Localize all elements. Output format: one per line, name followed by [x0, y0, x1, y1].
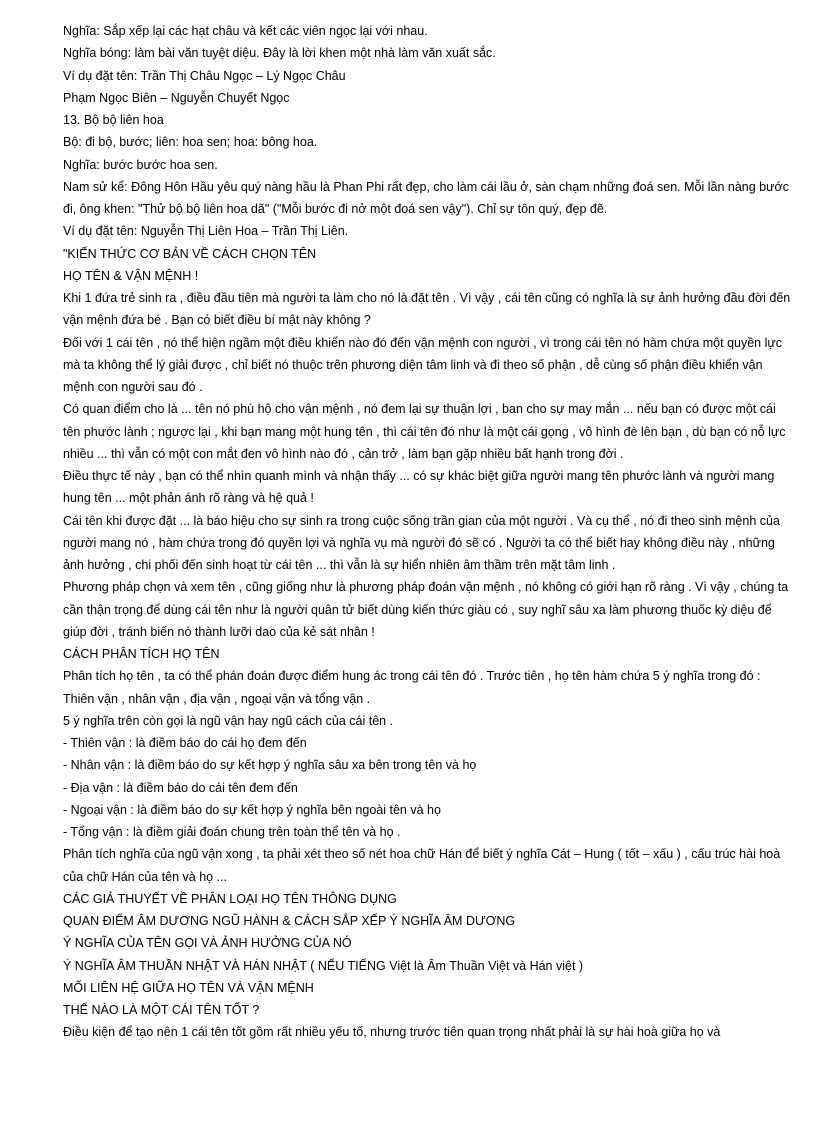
section-heading: Ý NGHĨA ÂM THUẦN NHẬT VÀ HÁN NHẬT ( NẾU TIẾNG Việt là Âm Thuần Việt và Hán việt ) [63, 958, 584, 973]
paragraph: 5 ý nghĩa trên còn gọi là ngũ vận hay ngũ cách của cái tên . [63, 713, 394, 728]
paragraph: Nghĩa: bước bước hoa sen. [63, 157, 218, 172]
paragraph: Ví dụ đặt tên: Nguyễn Thị Liên Hoa – Trần Thị Liên. [63, 224, 349, 239]
paragraph: Nghĩa bóng: làm bài văn tuyệt diệu. Đây là lời khen một nhà làm văn xuất sắc. [63, 46, 496, 61]
paragraph: Phân tích nghĩa của ngũ vận xong , ta phải xét theo số nét hoa chữ Hán để biết ý nghĩa Cát – Hung ( tốt – xấu ) , cấu trúc hài hoà của chữ Hán của tên và họ ... [63, 847, 781, 884]
section-heading: HỌ TÊN & VẬN MỆNH ! [63, 268, 199, 283]
paragraph: Đối với 1 cái tên , nó thể hiện ngầm một điều khiển nào đó đến vận mệnh con người , vì trong cái tên nó hàm chứa một quyền lực mà ta không thể lý giải được , chỉ biết nó thuộc trên phương diện tâm linh và đi theo số phận , dễ cùng số phận điều khiển vận mệnh con người sau đó . [63, 335, 782, 394]
paragraph: Bộ: đi bộ, bước; liên: hoa sen; hoa: bông hoa. [63, 135, 318, 150]
paragraph: Điều thực tế này , bạn có thể nhìn quanh mình và nhận thấy ... có sự khác biệt giữa người mang tên phước lành và người mang hung tên ... một phản ánh rõ ràng và hệ quả ! [63, 469, 775, 506]
section-heading: Ý NGHĨA CỦA TÊN GỌI VÀ ẢNH HƯỞNG CỦA NÓ [63, 936, 352, 951]
paragraph: Nam sử kể: Đông Hôn Hầu yêu quý nàng hầu là Phan Phi rất đẹp, cho làm cái lầu ở, sàn chạm những đoá sen. Mỗi lần nàng bước đi, ông khen: "Thử bộ bộ liên hoa dã" ("Mỗi bước đi nở một đoá sen vậy"). Chỉ sự tôn quý, đẹp đẽ. [63, 179, 789, 216]
list-item: - Tổng vận : là điềm giải đoán chung trên toàn thể tên và họ . [63, 825, 401, 839]
list-item: - Nhân vận : là điềm báo do sự kết hợp ý nghĩa sâu xa bên trong tên và họ [63, 758, 477, 773]
paragraph: Phạm Ngọc Biên – Nguyễn Chuyết Ngọc [63, 90, 290, 105]
list-item: - Địa vận : là điềm báo do cái tên đem đến [63, 780, 298, 795]
section-heading: THẾ NÀO LÀ MỘT CÁI TÊN TỐT ? [63, 1003, 260, 1017]
list-item: - Ngoại vận : là điềm báo do sự kết hợp ý nghĩa bên ngoài tên và họ [63, 802, 441, 817]
section-heading: 13. Bộ bộ liên hoa [63, 113, 164, 127]
paragraph: Điều kiện để tạo nên 1 cái tên tốt gồm rất nhiều yếu tố, nhưng trước tiên quan trọng nhất phải là sự hài hoà giữa họ và [63, 1025, 721, 1040]
section-heading: CÁCH PHÂN TÍCH HỌ TÊN [63, 647, 220, 661]
section-heading: MỐI LIÊN HỆ GIỮA HỌ TÊN VÀ VẬN MỆNH [63, 980, 314, 995]
list-item: - Thiên vận : là điềm báo do cái họ đem đến [63, 736, 307, 750]
section-heading: QUAN ĐIỂM ÂM DƯƠNG NGŨ HÀNH & CÁCH SẮP XẾP Ý NGHĨA ÂM DƯƠNG [63, 914, 516, 928]
paragraph: Cái tên khi được đặt ... là báo hiệu cho sự sinh ra trong cuộc sống trần gian của một người . Và cụ thể , nó đi theo sinh mệnh của người mang nó , hàm chứa trong đó quyền lợi và nghĩa vụ mà người đó sẽ có . Người ta có thể biết hay không điều này , những ảnh hưởng , chi phối đến sinh hoạt từ cái tên ... thì vẫn là sự hiển nhiên âm thầm trên mặt tâm linh . [63, 513, 780, 572]
paragraph: Nghĩa: Sắp xếp lại các hạt châu và kết các viên ngọc lại với nhau. [63, 24, 428, 38]
paragraph: Có quan điểm cho là ... tên nó phù hộ cho vận mệnh , nó đem lại sự thuận lợi , ban cho sự may mắn ... nếu bạn có được một cái tên phước lành ; ngược lại , khi bạn mang một hung tên , thì cái tên đó như là một cái gọng , vô hình đè lên bạn , dù bạn có nỗ lực nhiều ... thì vẫn có một con mắt đen vô hình nào đó , cản trở , làm bạn gặp nhiều bất hạnh trong đời . [63, 402, 786, 461]
section-heading: CÁC GIẢ THUYẾT VỀ PHÂN LOẠI HỌ TÊN THÔNG DỤNG [63, 891, 397, 906]
paragraph: Phân tích họ tên , ta có thể phán đoán được điểm hung ác trong cái tên đó . Trước tiên , họ tên hàm chứa 5 ý nghĩa trong đó : Thiên vận , nhân vận , địa vận , ngoại vận và tổng vận . [63, 669, 761, 706]
paragraph: Phương pháp chọn và xem tên , cũng giống như là phương pháp đoán vận mệnh , nó không có giới hạn rõ ràng . Vì vậy , chúng ta cần thận trọng để dùng cái tên như là người quân tử biết dùng kiến thức giàu có , suy nghĩ sâu xa làm phương thuốc kỳ diệu để giúp đời , tránh biến nó thành lưỡi dao của kẻ sát nhân ! [63, 580, 789, 639]
paragraph: Khi 1 đứa trẻ sinh ra , điều đầu tiên mà người ta làm cho nó là đặt tên . Vì vậy , cái tên cũng có nghĩa là sự ảnh hưởng đầu đời đến vận mệnh đứa bé . Bạn có biết điều bí mật này không ? [63, 291, 791, 328]
paragraph: Ví dụ đặt tên: Trần Thị Châu Ngọc – Lý Ngọc Châu [63, 68, 346, 83]
document-page [63, 20, 793, 1044]
section-heading: "KIẾN THỨC CƠ BẢN VỀ CÁCH CHỌN TÊN [63, 246, 317, 261]
